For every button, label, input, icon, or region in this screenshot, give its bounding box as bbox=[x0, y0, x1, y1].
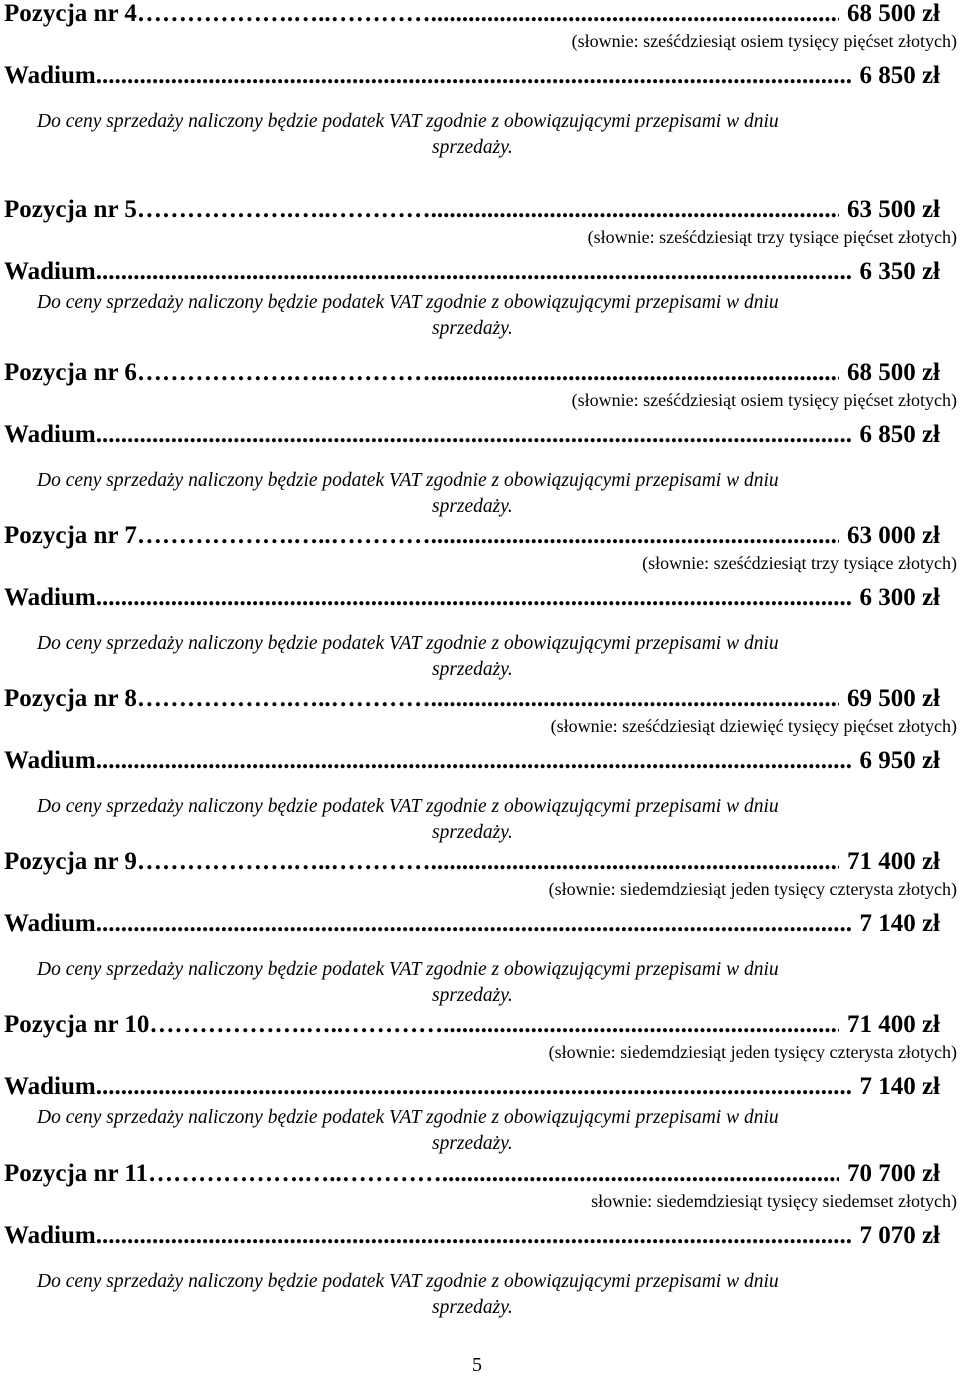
position-label: Pozycja nr 4 bbox=[4, 0, 137, 27]
wadium-line bbox=[4, 421, 940, 451]
vat-note-continuation: sprzedaży. bbox=[432, 985, 513, 1006]
wadium-label: Wadium bbox=[4, 910, 96, 937]
wadium-label: Wadium bbox=[4, 747, 96, 774]
entry-pozycja-5 bbox=[0, 196, 960, 359]
price-amount: 69 500 zł bbox=[846, 685, 940, 712]
dot-leader bbox=[137, 0, 839, 28]
dot-leader bbox=[137, 522, 839, 550]
price-in-words: (słownie: siedemdziesiąt jeden tysięcy czterysta złotych) bbox=[548, 1042, 957, 1062]
position-label: Pozycja nr 7 bbox=[4, 522, 137, 549]
price-amount: 68 500 zł bbox=[846, 0, 940, 27]
wadium-line bbox=[4, 584, 940, 614]
position-line bbox=[4, 685, 940, 715]
price-amount: 71 400 zł bbox=[846, 1011, 940, 1038]
position-label: Pozycja nr 11 bbox=[4, 1160, 148, 1187]
position-line bbox=[4, 0, 940, 30]
position-label: Pozycja nr 8 bbox=[4, 685, 137, 712]
dot-leader bbox=[96, 1073, 852, 1101]
position-line bbox=[4, 1011, 940, 1041]
dot-leader bbox=[148, 1160, 839, 1188]
price-amount: 68 500 zł bbox=[846, 359, 940, 386]
wadium-amount: 7 140 zł bbox=[859, 1073, 940, 1100]
entry-pozycja-4 bbox=[0, 0, 960, 163]
wadium-amount: 6 350 zł bbox=[859, 258, 940, 285]
wadium-line bbox=[4, 1073, 940, 1103]
wadium-amount: 6 300 zł bbox=[859, 584, 940, 611]
position-label: Pozycja nr 10 bbox=[4, 1011, 150, 1038]
price-in-words: (słownie: sześćdziesiąt osiem tysięcy pięćset złotych) bbox=[571, 390, 957, 410]
vat-note-continuation: sprzedaży. bbox=[432, 318, 513, 339]
price-in-words: słownie: siedemdziesiąt tysięcy siedemset złotych) bbox=[591, 1191, 957, 1211]
page-number: 5 bbox=[472, 1354, 482, 1376]
wadium-line bbox=[4, 1222, 940, 1252]
vat-note: Do ceny sprzedaży naliczony będzie podatek VAT zgodnie z obowiązującymi przepisami w dniu bbox=[37, 1107, 779, 1128]
price-in-words: (słownie: sześćdziesiąt trzy tysiące złotych) bbox=[642, 553, 957, 573]
entry-pozycja-6 bbox=[0, 359, 960, 522]
vat-note: Do ceny sprzedaży naliczony będzie podatek VAT zgodnie z obowiązującymi przepisami w dniu bbox=[37, 959, 779, 980]
dot-leader bbox=[96, 910, 852, 938]
dot-leader bbox=[96, 62, 852, 90]
position-line bbox=[4, 359, 940, 389]
wadium-line bbox=[4, 62, 940, 92]
price-in-words: (słownie: siedemdziesiąt jeden tysięcy czterysta złotych) bbox=[548, 879, 957, 899]
position-line bbox=[4, 522, 940, 552]
price-amount: 71 400 zł bbox=[846, 848, 940, 875]
position-label: Pozycja nr 6 bbox=[4, 359, 137, 386]
wadium-label: Wadium bbox=[4, 421, 96, 448]
vat-note: Do ceny sprzedaży naliczony będzie podatek VAT zgodnie z obowiązującymi przepisami w dniu bbox=[37, 470, 779, 491]
vat-note-continuation: sprzedaży. bbox=[432, 822, 513, 843]
dot-leader bbox=[96, 1222, 852, 1250]
position-line bbox=[4, 196, 940, 226]
dot-leader bbox=[137, 196, 839, 224]
entry-pozycja-7 bbox=[0, 522, 960, 685]
wadium-line bbox=[4, 258, 940, 288]
price-amount: 63 000 zł bbox=[846, 522, 940, 549]
dot-leader bbox=[96, 584, 852, 612]
vat-note: Do ceny sprzedaży naliczony będzie podatek VAT zgodnie z obowiązującymi przepisami w dniu bbox=[37, 1271, 779, 1292]
vat-note-continuation: sprzedaży. bbox=[432, 1297, 513, 1318]
position-label: Pozycja nr 5 bbox=[4, 196, 137, 223]
dot-leader bbox=[149, 1011, 839, 1039]
wadium-amount: 6 950 zł bbox=[859, 747, 940, 774]
price-amount: 70 700 zł bbox=[846, 1160, 940, 1187]
price-in-words: (słownie: sześćdziesiąt dziewięć tysięcy pięćset złotych) bbox=[550, 716, 957, 736]
wadium-amount: 6 850 zł bbox=[859, 62, 940, 89]
vat-note-continuation: sprzedaży. bbox=[432, 496, 513, 517]
wadium-amount: 7 140 zł bbox=[859, 910, 940, 937]
wadium-label: Wadium bbox=[4, 584, 96, 611]
vat-note: Do ceny sprzedaży naliczony będzie podatek VAT zgodnie z obowiązującymi przepisami w dniu bbox=[37, 111, 779, 132]
vat-note: Do ceny sprzedaży naliczony będzie podatek VAT zgodnie z obowiązującymi przepisami w dniu bbox=[37, 292, 779, 313]
wadium-label: Wadium bbox=[4, 1222, 96, 1249]
wadium-amount: 6 850 zł bbox=[859, 421, 940, 448]
price-amount: 63 500 zł bbox=[846, 196, 940, 223]
price-in-words: (słownie: sześćdziesiąt trzy tysiące pięćset złotych) bbox=[587, 227, 957, 247]
entry-pozycja-8 bbox=[0, 685, 960, 848]
position-label: Pozycja nr 9 bbox=[4, 848, 137, 875]
dot-leader bbox=[96, 421, 852, 449]
position-line bbox=[4, 848, 940, 878]
price-in-words: (słownie: sześćdziesiąt osiem tysięcy pięćset złotych) bbox=[571, 31, 957, 51]
entry-pozycja-10 bbox=[0, 1011, 960, 1161]
vat-note-continuation: sprzedaży. bbox=[432, 1133, 513, 1154]
vat-note-continuation: sprzedaży. bbox=[432, 137, 513, 158]
dot-leader bbox=[137, 359, 839, 387]
wadium-line bbox=[4, 747, 940, 777]
entry-pozycja-11 bbox=[0, 1160, 960, 1323]
dot-leader bbox=[137, 848, 839, 876]
wadium-amount: 7 070 zł bbox=[859, 1222, 940, 1249]
wadium-label: Wadium bbox=[4, 258, 96, 285]
dot-leader bbox=[96, 258, 852, 286]
dot-leader bbox=[137, 685, 839, 713]
entry-pozycja-9 bbox=[0, 848, 960, 1011]
vat-note: Do ceny sprzedaży naliczony będzie podatek VAT zgodnie z obowiązującymi przepisami w dniu bbox=[37, 633, 779, 654]
dot-leader bbox=[96, 747, 852, 775]
wadium-label: Wadium bbox=[4, 1073, 96, 1100]
wadium-label: Wadium bbox=[4, 62, 96, 89]
position-line bbox=[4, 1160, 940, 1190]
vat-note: Do ceny sprzedaży naliczony będzie podatek VAT zgodnie z obowiązującymi przepisami w dniu bbox=[37, 796, 779, 817]
vat-note-continuation: sprzedaży. bbox=[432, 659, 513, 680]
wadium-line bbox=[4, 910, 940, 940]
